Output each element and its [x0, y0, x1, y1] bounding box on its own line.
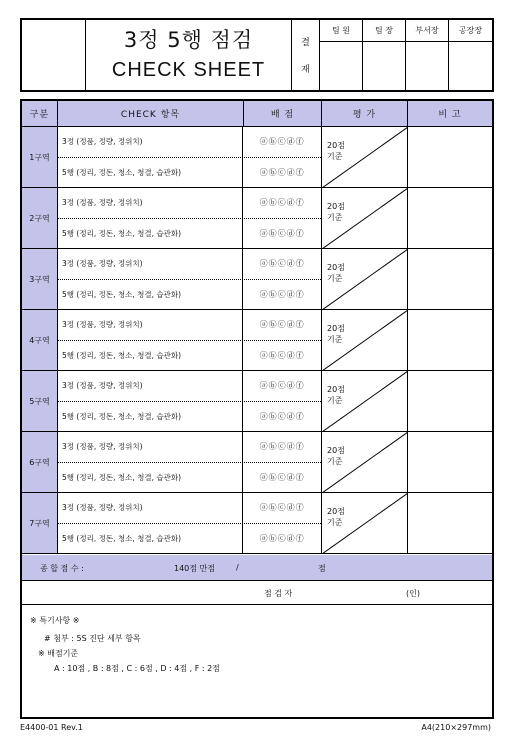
notes-criteria: A : 10점 , B : 8점 , C : 6점 , D : 4점 , F : 2점 — [54, 664, 220, 673]
score-options[interactable]: ⓐⓑⓒⓓⓕ — [259, 442, 305, 452]
column-header-score: 배 점 — [244, 101, 322, 126]
signature-box[interactable] — [363, 42, 406, 90]
score-options[interactable]: ⓐⓑⓒⓓⓕ — [259, 381, 305, 391]
total-score-label: 종 합 점 수 : — [40, 564, 84, 573]
remarks-cell[interactable] — [408, 188, 492, 248]
check-item-text: 3정 (정품, 정량, 정위치) — [58, 127, 243, 157]
zone-items — [58, 310, 322, 370]
check-row-3s — [58, 493, 321, 524]
remarks-cell[interactable] — [408, 493, 492, 553]
remarks-cell[interactable] — [408, 249, 492, 309]
check-row-3s — [58, 249, 321, 280]
zone-label: 6구역 — [22, 432, 58, 492]
check-item-text: 5행 (정리, 정돈, 청소, 청결, 습관화) — [58, 158, 243, 188]
inspector-row — [22, 581, 492, 605]
total-score-unit[interactable]: 점 — [318, 564, 326, 573]
evaluation-cell[interactable] — [322, 310, 408, 370]
evaluation-basis: 20점 기준 — [327, 263, 345, 283]
score-options[interactable]: ⓐⓑⓒⓓⓕ — [259, 259, 305, 269]
title-cell — [86, 20, 292, 90]
notes-title: ※ 특기사항 ※ — [30, 616, 80, 625]
check-row-3s — [58, 127, 321, 158]
check-item-text: 3정 (정품, 정량, 정위치) — [58, 371, 243, 401]
header-block — [20, 18, 494, 92]
zone-row — [22, 310, 492, 371]
signature-box[interactable] — [449, 42, 492, 90]
approval-label-cell — [292, 20, 320, 90]
approval-dept-head: 부서장 — [406, 20, 449, 42]
signature-box[interactable] — [320, 42, 363, 90]
zone-items — [58, 493, 322, 553]
check-row-5s — [58, 402, 321, 432]
evaluation-cell[interactable] — [322, 432, 408, 492]
check-table — [20, 99, 494, 719]
zone-items — [58, 432, 322, 492]
remarks-cell[interactable] — [408, 127, 492, 187]
title-korean: 3정 5행 점검 — [123, 28, 254, 52]
evaluation-cell[interactable] — [322, 249, 408, 309]
check-item-text: 3정 (정품, 정량, 정위치) — [58, 493, 243, 523]
check-item-text: 5행 (정리, 정돈, 청소, 청결, 습관화) — [58, 402, 243, 432]
evaluation-cell[interactable] — [322, 188, 408, 248]
signature-box[interactable] — [406, 42, 449, 90]
approval-grid — [320, 20, 492, 90]
check-row-3s — [58, 432, 321, 463]
notes-criteria-title: ※ 배점기준 — [38, 649, 79, 658]
inspector-seal[interactable]: (인) — [406, 589, 420, 598]
score-options[interactable]: ⓐⓑⓒⓓⓕ — [259, 167, 305, 177]
check-item-text: 5행 (정리, 정돈, 청소, 청결, 습관화) — [58, 280, 243, 310]
check-item-text: 5행 (정리, 정돈, 청소, 청결, 습관화) — [58, 219, 243, 249]
zone-row — [22, 249, 492, 310]
score-options[interactable]: ⓐⓑⓒⓓⓕ — [259, 350, 305, 360]
zone-label: 2구역 — [22, 188, 58, 248]
approval-plant-manager: 공장장 — [449, 20, 492, 42]
evaluation-cell[interactable] — [322, 493, 408, 553]
zone-row — [22, 188, 492, 249]
column-header-check-item: CHECK 항목 — [58, 101, 244, 126]
score-options[interactable]: ⓐⓑⓒⓓⓕ — [259, 533, 305, 543]
inspector-label: 점 검 자 — [264, 589, 293, 598]
score-options[interactable]: ⓐⓑⓒⓓⓕ — [259, 472, 305, 482]
zone-label: 1구역 — [22, 127, 58, 187]
check-row-5s — [58, 158, 321, 188]
evaluation-cell[interactable] — [322, 127, 408, 187]
title-english: CHECK SHEET — [111, 59, 266, 81]
remarks-cell[interactable] — [408, 432, 492, 492]
paper-size: A4(210×297mm) — [421, 723, 491, 732]
evaluation-basis: 20점 기준 — [327, 141, 345, 161]
zone-label: 7구역 — [22, 493, 58, 553]
remarks-cell[interactable] — [408, 310, 492, 370]
score-options[interactable]: ⓐⓑⓒⓓⓕ — [259, 198, 305, 208]
check-item-text: 3정 (정품, 정량, 정위치) — [58, 310, 243, 340]
score-options[interactable]: ⓐⓑⓒⓓⓕ — [259, 228, 305, 238]
document-number: E4400-01 Rev.1 — [20, 723, 83, 732]
evaluation-basis: 20점 기준 — [327, 446, 345, 466]
check-row-3s — [58, 310, 321, 341]
total-score-slash: / — [236, 563, 239, 572]
zone-label: 5구역 — [22, 371, 58, 431]
score-options[interactable]: ⓐⓑⓒⓓⓕ — [259, 137, 305, 147]
zone-row — [22, 493, 492, 554]
check-item-text: 3정 (정품, 정량, 정위치) — [58, 188, 243, 218]
zone-row — [22, 371, 492, 432]
score-options[interactable]: ⓐⓑⓒⓓⓕ — [259, 289, 305, 299]
zone-label: 4구역 — [22, 310, 58, 370]
total-score-row — [22, 555, 492, 581]
zone-row — [22, 432, 492, 493]
column-header-evaluation: 평 가 — [322, 101, 408, 126]
evaluation-cell[interactable] — [322, 371, 408, 431]
remarks-cell[interactable] — [408, 371, 492, 431]
evaluation-basis: 20점 기준 — [327, 507, 345, 527]
score-options[interactable]: ⓐⓑⓒⓓⓕ — [259, 411, 305, 421]
approval-team-member: 팀 원 — [320, 20, 363, 42]
check-row-5s — [58, 524, 321, 554]
table-header-row — [22, 101, 492, 127]
evaluation-basis: 20점 기준 — [327, 202, 345, 222]
check-row-3s — [58, 188, 321, 219]
approval-team-leader: 팀 장 — [363, 20, 406, 42]
evaluation-basis: 20점 기준 — [327, 324, 345, 344]
check-item-text: 5행 (정리, 정돈, 청소, 청결, 습관화) — [58, 524, 243, 554]
zone-label: 3구역 — [22, 249, 58, 309]
zone-items — [58, 371, 322, 431]
column-header-remarks: 비 고 — [438, 110, 462, 120]
total-score-max: 140점 만점 — [174, 564, 215, 573]
notes-attachment: # 첨부 : 5S 진단 세부 항목 — [44, 634, 141, 643]
check-item-text: 3정 (정품, 정량, 정위치) — [58, 432, 243, 462]
score-options[interactable]: ⓐⓑⓒⓓⓕ — [259, 503, 305, 513]
check-row-5s — [58, 341, 321, 371]
score-options[interactable]: ⓐⓑⓒⓓⓕ — [259, 320, 305, 330]
approval-label-kyul: 결 — [301, 38, 310, 48]
check-row-5s — [58, 219, 321, 249]
zone-items — [58, 249, 322, 309]
zone-items — [58, 188, 322, 248]
column-header-division: 구분 — [22, 101, 58, 126]
check-row-3s — [58, 371, 321, 402]
check-item-text: 5행 (정리, 정돈, 청소, 청결, 습관화) — [58, 341, 243, 371]
zone-row — [22, 127, 492, 188]
header-blank-cell — [22, 20, 86, 90]
check-item-text: 5행 (정리, 정돈, 청소, 청결, 습관화) — [58, 463, 243, 493]
evaluation-basis: 20점 기준 — [327, 385, 345, 405]
check-row-5s — [58, 280, 321, 310]
check-item-text: 3정 (정품, 정량, 정위치) — [58, 249, 243, 279]
approval-label-jae: 재 — [301, 65, 310, 75]
check-row-5s — [58, 463, 321, 493]
zone-items — [58, 127, 322, 187]
